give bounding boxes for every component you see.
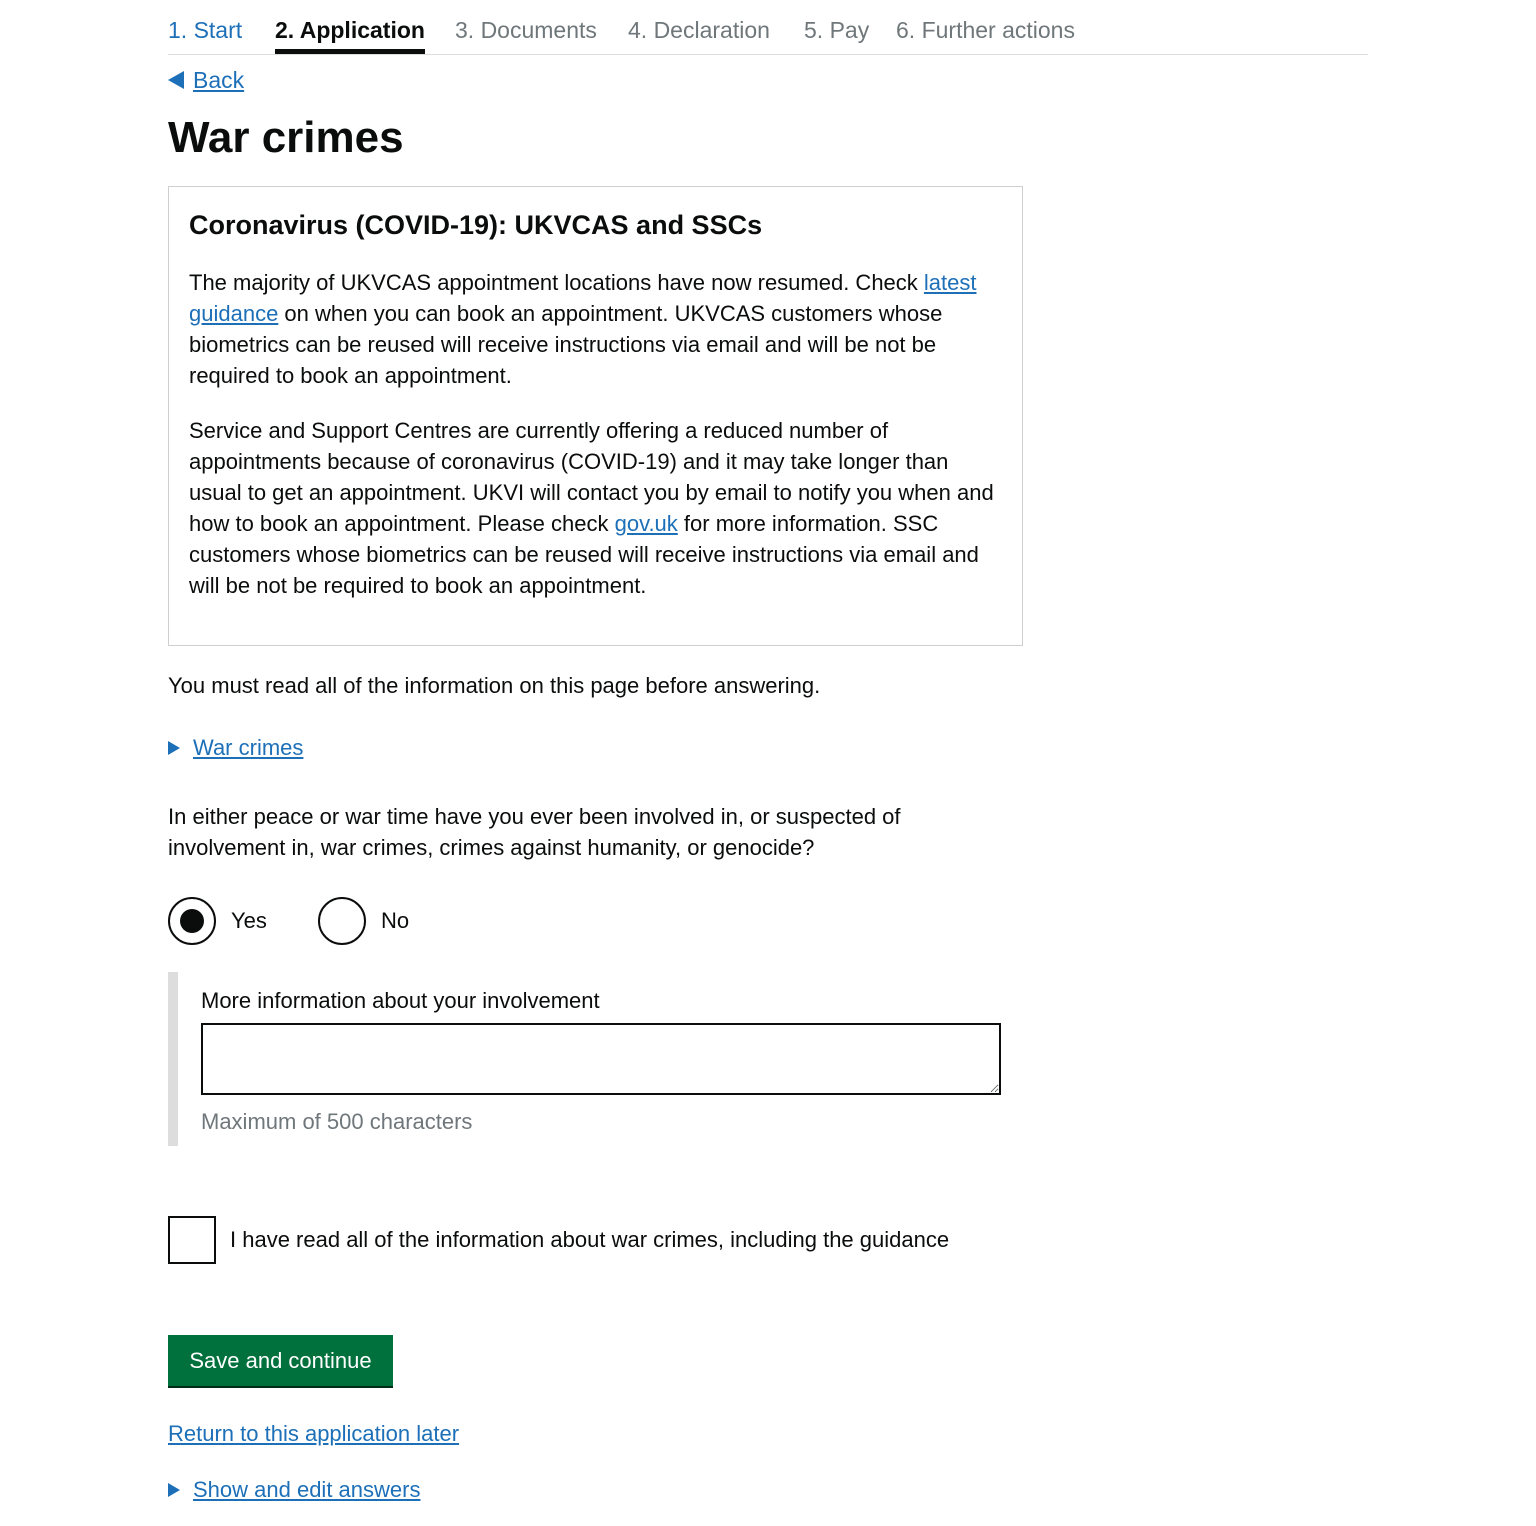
back-link[interactable]: Back [193, 67, 245, 93]
notice-paragraph-2 [189, 415, 1002, 601]
involvement-textarea[interactable] [201, 1023, 1001, 1095]
return-later-container [168, 1418, 459, 1450]
step-start[interactable]: 1. Start [168, 17, 243, 43]
show-edit-answers-link[interactable]: Show and edit answers [193, 1477, 421, 1502]
war-crimes-question: In either peace or war time have you ever been involved in, or suspected of involvement in, war crimes, crimes against humanity, or genocide? [168, 804, 901, 860]
back-link-container [168, 64, 244, 96]
radio-yes-circle[interactable] [168, 897, 216, 945]
expand-triangle-icon [168, 741, 180, 755]
involvement-conditional-panel [168, 972, 1028, 1146]
radio-no-circle[interactable] [318, 897, 366, 945]
save-and-continue-button[interactable]: Save and continue [168, 1335, 393, 1386]
involvement-label: More information about your involvement [201, 988, 600, 1013]
war-crimes-details[interactable] [168, 732, 303, 764]
gov-uk-link[interactable]: gov.uk [614, 511, 678, 536]
latest-guidance-link[interactable]: latest guidance [189, 270, 977, 326]
radio-no-label[interactable]: No [381, 908, 410, 933]
character-limit-hint: Maximum of 500 characters [201, 1109, 473, 1134]
expand-triangle-icon [168, 1483, 180, 1497]
notice-heading: Coronavirus (COVID-19): UKVCAS and SSCs [189, 210, 763, 240]
show-edit-answers-details[interactable] [168, 1474, 420, 1506]
page-title: War crimes [168, 113, 404, 162]
notice-p1-text-end: on when you can book an appointment. UKVCAS customers whose biometrics can be reused will receive instructions via email and will be not be required to book an appointment. [189, 301, 943, 388]
notice-p1-text: The majority of UKVCAS appointment locations have now resumed. Check [189, 270, 924, 295]
notice-p2-text-end: for more information. SSC customers whose biometrics can be reused will receive instructions via email and will be not be required to book an appointment. [189, 511, 979, 598]
read-guidance-checkbox-row[interactable] [168, 1216, 949, 1264]
step-pay: 5. Pay [804, 17, 870, 43]
war-crimes-details-summary[interactable]: War crimes [193, 735, 304, 760]
step-further-actions: 6. Further actions [896, 17, 1075, 43]
radio-yes-label[interactable]: Yes [231, 908, 267, 933]
step-application: 2. Application [275, 14, 425, 46]
return-later-link[interactable]: Return to this application later [168, 1421, 460, 1446]
radio-yes[interactable] [168, 897, 267, 945]
notice-paragraph-1 [189, 267, 1002, 391]
notice-p2-text: Service and Support Centres are currently offering a reduced number of appointments because of coronavirus (COVID-19) and it may take longer than usual to get an appointment. UKVI will contact you by email to notify you when and how to book an appointment. Please check [189, 418, 994, 536]
read-all-instruction: You must read all of the information on this page before answering. [168, 673, 821, 698]
step-navigation [168, 0, 1368, 55]
read-guidance-checkbox-label[interactable]: I have read all of the information about war crimes, including the guidance [230, 1227, 950, 1252]
step-documents: 3. Documents [455, 17, 597, 43]
covid-notice-panel [168, 186, 1023, 646]
step-declaration: 4. Declaration [628, 17, 770, 43]
radio-no[interactable] [318, 897, 409, 945]
read-guidance-checkbox[interactable] [168, 1216, 216, 1264]
back-arrow-icon [168, 71, 184, 89]
